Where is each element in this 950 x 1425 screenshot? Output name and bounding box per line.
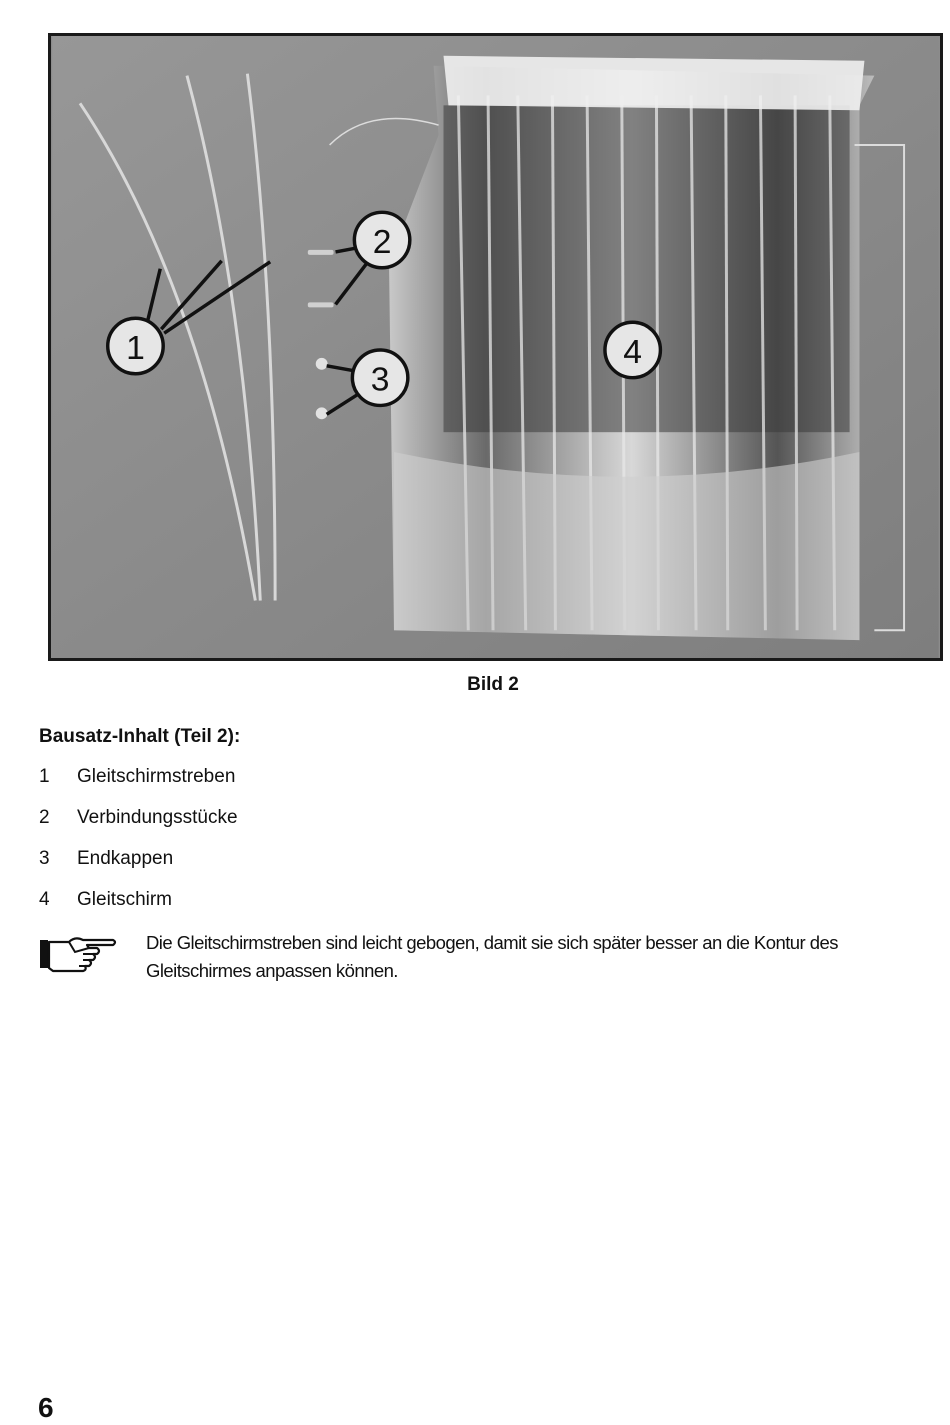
callout-4 [605,322,660,377]
page-number: 6 [38,1392,54,1423]
item-label: Endkappen [77,848,174,869]
item-number: 1 [39,766,50,787]
list-item [39,766,238,807]
item-number: 3 [39,848,50,869]
svg-text:4: 4 [623,333,643,371]
callout-3 [352,350,407,405]
item-label: Gleitschirm [77,889,173,910]
kit-photo-illustration [51,36,940,658]
note-text: Die Gleitschirmstreben sind leicht gebogen, damit sie sich später besser an die Kontur des Gleitschirmes anpassen können. [146,932,838,981]
pointing-hand-icon [39,934,117,974]
list-item [39,889,238,930]
item-number: 2 [39,807,50,828]
item-label: Verbindungsstücke [77,807,238,828]
svg-text:2: 2 [372,223,392,261]
parts-list [39,766,238,930]
list-item [39,848,238,889]
item-number: 4 [39,889,50,910]
callout-2 [354,212,409,267]
callout-1 [108,318,163,373]
svg-text:1: 1 [126,329,145,367]
list-item [39,807,238,848]
svg-text:3: 3 [370,361,390,399]
figure-caption: Bild 2 [467,674,519,695]
section-title: Bausatz-Inhalt (Teil 2): [39,726,241,747]
kit-photo [48,33,943,661]
item-label: Gleitschirmstreben [77,766,236,787]
